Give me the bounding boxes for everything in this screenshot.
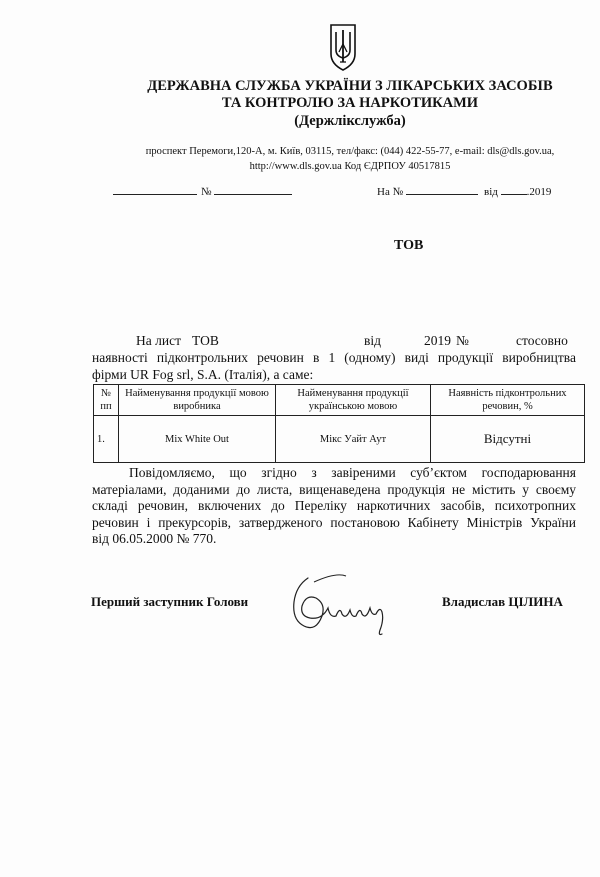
year-suffix: .2019 — [526, 186, 552, 198]
products-table — [93, 384, 585, 463]
number-sign: № — [201, 186, 212, 198]
body-line: матеріалами, доданими до листа, вищенаведена продукція не містить у своєму — [92, 481, 576, 497]
header-text: № пп — [100, 388, 112, 412]
coat-of-arms-icon — [328, 22, 358, 72]
body-line: речовин і прекурсорів, затвердженого постановою Кабінету Міністрів України — [92, 514, 576, 530]
org-short-name: (Держлікслужба) — [294, 113, 406, 129]
body-paragraph — [92, 465, 576, 548]
intro-word: 2019 — [424, 333, 451, 348]
table-header-cell: Найменування продукції українською мовою — [276, 385, 431, 416]
body-line: Повідомляємо, що згідно з завіреними суб’єктом господарювання — [129, 465, 576, 480]
blank-line — [501, 184, 527, 195]
blank-line — [406, 184, 478, 195]
signer-name: Владислав ЦІЛИНА — [442, 594, 563, 609]
handwritten-signature — [286, 568, 396, 638]
intro-word: № — [456, 333, 469, 348]
table-header-cell: Найменування продукції мовою виробника — [119, 385, 276, 416]
table-cell: Mix White Out — [119, 416, 276, 463]
table-header-cell — [94, 385, 119, 416]
table-row — [94, 416, 585, 463]
intro-word: стосовно — [516, 333, 568, 348]
outgoing-number — [201, 184, 292, 198]
from-label: від — [484, 186, 498, 198]
body-line: складі речовин, включених до Переліку наркотичних засобів, психотропних — [92, 498, 576, 513]
recipient: ТОВ — [394, 238, 424, 253]
body-line: від 06.05.2000 № 770. — [92, 531, 217, 546]
intro-line2: наявності підконтрольних речовин в 1 (одному) виді продукції виробництва — [92, 350, 576, 365]
address-line1: проспект Перемоги,120-А, м. Київ, 03115, тел/факс: (044) 422-55-77, e-mail: dls@dls.gov.ua, — [145, 146, 555, 157]
table-cell: Відсутні — [431, 416, 585, 463]
table-cell: Мікс Уайт Аут — [276, 416, 431, 463]
table-header-cell: Наявність підконтрольних речовин, % — [431, 385, 585, 416]
intro-word: ТОВ — [192, 333, 219, 348]
intro-word: від — [364, 333, 381, 348]
blank-line — [113, 184, 197, 195]
org-address — [110, 144, 590, 174]
signer-position: Перший заступник Голови — [91, 594, 249, 609]
outgoing-date-blank — [113, 184, 197, 198]
address-line2: http://www.dls.gov.ua Код ЄДРПОУ 40517815 — [249, 161, 451, 172]
table-cell: 1. — [94, 416, 119, 463]
intro-word: На лист — [136, 333, 181, 348]
intro-line3: фірми UR Fog srl, S.A. (Італія), а саме: — [92, 367, 314, 382]
org-name-line2: ТА КОНТРОЛЮ ЗА НАРКОТИКАМИ — [221, 95, 479, 111]
blank-line — [214, 184, 292, 195]
org-name-line1: ДЕРЖАВНА СЛУЖБА УКРАЇНИ З ЛІКАРСЬКИХ ЗАСОБІВ — [147, 78, 553, 94]
table-header-row — [94, 385, 585, 416]
incoming-reference — [377, 184, 478, 198]
incoming-date — [484, 184, 551, 198]
reply-to-label: На № — [377, 186, 404, 198]
